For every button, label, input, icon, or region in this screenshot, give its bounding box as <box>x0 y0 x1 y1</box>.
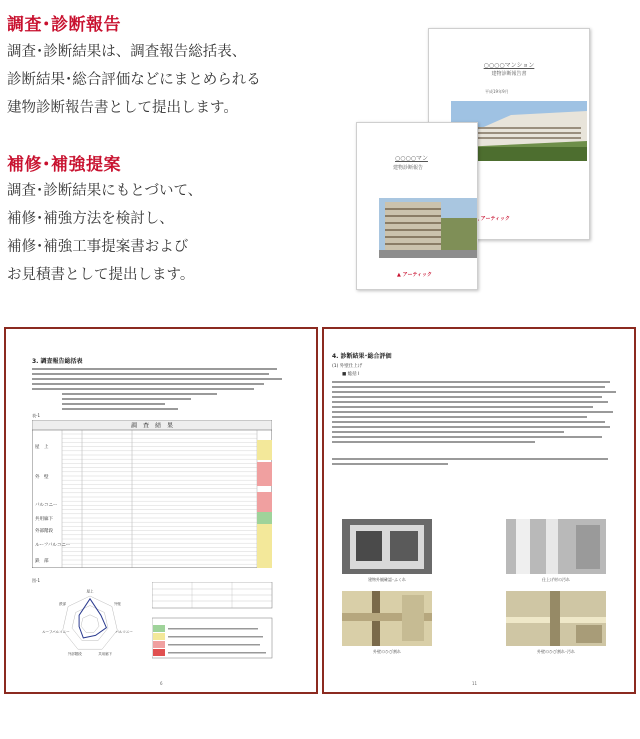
table-row-label: 屋 上 <box>35 445 49 450</box>
legend-tables <box>152 582 282 666</box>
cover-subtitle: 建物診断報告 <box>393 165 424 171</box>
section-title-proposal: 補修･補強提案 <box>7 155 121 175</box>
summary-table <box>32 420 272 568</box>
page-heading: 4. 診断結果･総合評価 <box>332 353 392 360</box>
photo-caption: 外壁のひび割れ･汚れ <box>537 649 575 654</box>
page-content <box>32 356 290 668</box>
table-row-label: 共用廊下 <box>35 517 53 522</box>
table-row-label: 外 壁 <box>35 475 49 480</box>
radar-axis-label: 外部階段 <box>67 652 82 657</box>
text-line: 補修･補強方法を検討し、 <box>7 211 174 227</box>
table-row-label: 外部階段 <box>35 529 53 534</box>
radar-axis-label: バルコニー <box>115 629 133 634</box>
page-number: 6 <box>160 681 163 686</box>
table-label: 表-1 <box>32 413 40 418</box>
text-line: 調査･診断結果にもとづいて、 <box>7 183 203 199</box>
cover-date: 平成19年9月 <box>485 89 509 94</box>
table-row-label: 鉄 部 <box>35 559 49 564</box>
table-row-label: ルーフバルコニー <box>35 543 71 548</box>
text-line: 調査･診断結果は、調査報告総括表、 <box>7 44 247 60</box>
radar-axis-label: 共用廊下 <box>98 652 113 657</box>
radar-axis-label: ルーフバルコニー <box>42 629 70 634</box>
section-body-report <box>7 38 337 122</box>
inspection-photo <box>342 591 432 646</box>
text-line: お見積書として提出します。 <box>7 267 195 283</box>
radar-axis-label: 屋上 <box>86 589 94 594</box>
cover-logo: アーティック <box>475 215 510 222</box>
photo-caption: 仕上げ材の汚れ <box>542 577 570 582</box>
radar-axis-label: 鉄部 <box>59 601 67 606</box>
report-cover-front <box>356 122 478 290</box>
inspection-photo <box>506 519 606 574</box>
text-line: 建物診断報告書として提出します。 <box>7 100 238 116</box>
chart-label: 図-1 <box>32 578 40 583</box>
section-body-proposal <box>7 177 337 289</box>
text-line: 診断結果･総合評価などにまとめられる <box>7 72 261 88</box>
sub-heading: (1) 外壁仕上げ <box>332 364 363 369</box>
section-title-report: 調査･診断報告 <box>7 15 121 35</box>
building-photo <box>379 198 477 258</box>
cover-subtitle: 建物診断報告書 <box>491 71 527 77</box>
report-page-diagnosis <box>322 327 636 694</box>
photo-caption: 外壁のひび割れ <box>373 649 401 654</box>
page-heading: 3. 調査報告総括表 <box>32 358 83 365</box>
radar-chart <box>40 584 140 664</box>
inspection-photo <box>506 591 606 646</box>
cover-title: ○○○○マン <box>395 155 428 162</box>
photo-caption: 建物外観確認･ふくれ <box>368 577 406 582</box>
report-page-summary <box>4 327 318 694</box>
cover-logo: ▲ アーティック <box>397 272 433 278</box>
cover-title: ○○○○マンション <box>483 62 535 69</box>
logo-mark-icon: ▲ <box>397 272 401 278</box>
inspection-photo <box>342 519 432 574</box>
radar-axis-label: 外壁 <box>113 601 121 606</box>
page-number: 11 <box>472 681 478 686</box>
page-content <box>332 351 622 468</box>
table-row-label: バルコニー <box>35 503 58 508</box>
table-title: 調 査 結 果 <box>130 422 174 430</box>
text-line: 補修･補強工事提案書および <box>7 239 189 255</box>
bullet-heading: ■ 総括 Ⅰ <box>342 372 360 377</box>
